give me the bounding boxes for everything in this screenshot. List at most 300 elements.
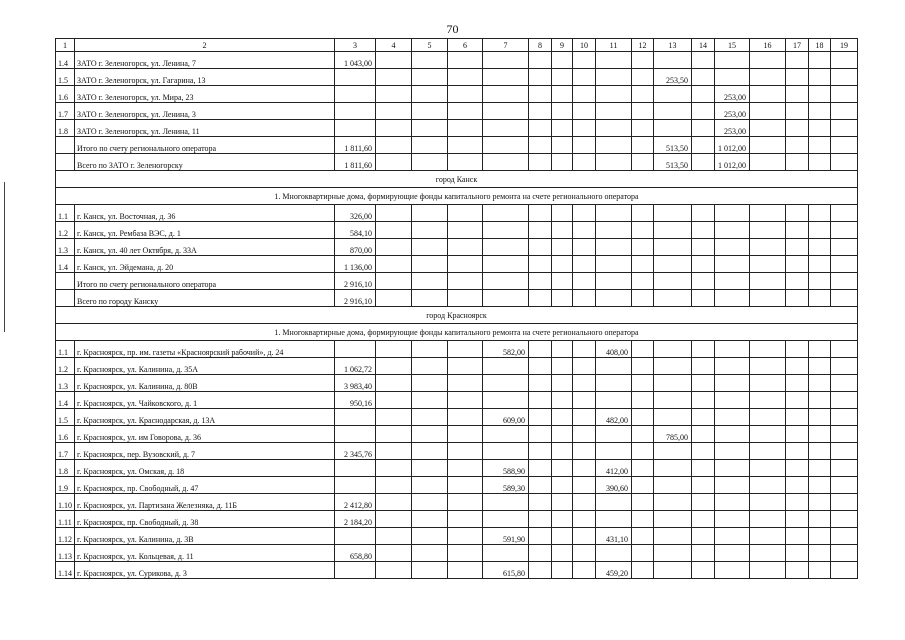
- value-cell: [831, 545, 858, 562]
- value-cell: [632, 239, 654, 256]
- value-cell: [376, 154, 412, 171]
- row-index: 1.7: [56, 103, 75, 120]
- value-cell: [596, 222, 632, 239]
- value-cell: 2 412,80: [335, 494, 376, 511]
- value-cell: [692, 69, 715, 86]
- value-cell: [654, 205, 692, 222]
- value-cell: [412, 273, 448, 290]
- value-cell: [483, 239, 529, 256]
- value-cell: [831, 375, 858, 392]
- value-cell: [692, 426, 715, 443]
- value-cell: 1 136,00: [335, 256, 376, 273]
- value-cell: [750, 273, 786, 290]
- value-cell: [596, 358, 632, 375]
- value-cell: 785,00: [654, 426, 692, 443]
- value-cell: [552, 137, 573, 154]
- value-cell: [552, 273, 573, 290]
- column-number: 2: [75, 39, 335, 52]
- value-cell: [529, 528, 552, 545]
- value-cell: [809, 222, 831, 239]
- value-cell: [552, 103, 573, 120]
- value-cell: [552, 375, 573, 392]
- value-cell: [632, 290, 654, 307]
- address-cell: г. Красноярск, ул. им Говорова, д. 36: [75, 426, 335, 443]
- value-cell: [483, 290, 529, 307]
- value-cell: [412, 222, 448, 239]
- value-cell: [750, 511, 786, 528]
- value-cell: [448, 222, 483, 239]
- value-cell: 326,00: [335, 205, 376, 222]
- value-cell: [831, 392, 858, 409]
- value-cell: [750, 341, 786, 358]
- row-index: 1.6: [56, 86, 75, 103]
- value-cell: [552, 562, 573, 579]
- value-cell: [596, 443, 632, 460]
- row-index: 1.12: [56, 528, 75, 545]
- value-cell: 412,00: [596, 460, 632, 477]
- address-cell: г. Красноярск, пер. Вузовский, д. 7: [75, 443, 335, 460]
- value-cell: [692, 86, 715, 103]
- value-cell: [750, 562, 786, 579]
- value-cell: [692, 511, 715, 528]
- value-cell: [654, 86, 692, 103]
- value-cell: [786, 86, 809, 103]
- value-cell: [412, 239, 448, 256]
- value-cell: [573, 426, 596, 443]
- column-number: 15: [715, 39, 750, 52]
- value-cell: [750, 392, 786, 409]
- value-cell: [831, 222, 858, 239]
- value-cell: [786, 511, 809, 528]
- column-number: 19: [831, 39, 858, 52]
- value-cell: [596, 511, 632, 528]
- value-cell: [831, 494, 858, 511]
- value-cell: [335, 409, 376, 426]
- value-cell: [483, 137, 529, 154]
- value-cell: [483, 52, 529, 69]
- value-cell: [692, 256, 715, 273]
- address-cell: г. Красноярск, ул. Калинина, д. 80В: [75, 375, 335, 392]
- value-cell: [376, 443, 412, 460]
- value-cell: [335, 69, 376, 86]
- value-cell: [786, 154, 809, 171]
- value-cell: 870,00: [335, 239, 376, 256]
- table-row: [56, 52, 858, 69]
- value-cell: [448, 409, 483, 426]
- value-cell: [715, 545, 750, 562]
- section-row: [56, 324, 858, 341]
- value-cell: 459,20: [596, 562, 632, 579]
- value-cell: [573, 511, 596, 528]
- value-cell: [809, 137, 831, 154]
- value-cell: 1 012,00: [715, 154, 750, 171]
- value-cell: [831, 239, 858, 256]
- value-cell: [448, 205, 483, 222]
- value-cell: [552, 392, 573, 409]
- value-cell: 609,00: [483, 409, 529, 426]
- value-cell: [632, 494, 654, 511]
- value-cell: [573, 103, 596, 120]
- row-index: 1.4: [56, 256, 75, 273]
- value-cell: [573, 528, 596, 545]
- table-row: [56, 409, 858, 426]
- value-cell: 253,00: [715, 103, 750, 120]
- value-cell: [335, 477, 376, 494]
- value-cell: [831, 358, 858, 375]
- row-index: 1.5: [56, 409, 75, 426]
- value-cell: [632, 443, 654, 460]
- value-cell: 589,30: [483, 477, 529, 494]
- address-cell: ЗАТО г. Зеленогорск, ул. Ленина, 11: [75, 120, 335, 137]
- value-cell: [809, 528, 831, 545]
- value-cell: [573, 392, 596, 409]
- value-cell: [596, 103, 632, 120]
- value-cell: 2 184,20: [335, 511, 376, 528]
- value-cell: [750, 222, 786, 239]
- value-cell: [786, 545, 809, 562]
- section-row: [56, 171, 858, 188]
- value-cell: [632, 409, 654, 426]
- value-cell: [483, 273, 529, 290]
- capital-repair-table: [55, 38, 858, 579]
- value-cell: [715, 443, 750, 460]
- value-cell: [750, 205, 786, 222]
- value-cell: 582,00: [483, 341, 529, 358]
- value-cell: [692, 460, 715, 477]
- value-cell: [750, 545, 786, 562]
- value-cell: [786, 494, 809, 511]
- row-index: 1.6: [56, 426, 75, 443]
- value-cell: [831, 154, 858, 171]
- value-cell: [412, 358, 448, 375]
- value-cell: [809, 103, 831, 120]
- value-cell: [596, 239, 632, 256]
- value-cell: [552, 511, 573, 528]
- value-cell: [573, 52, 596, 69]
- value-cell: [715, 222, 750, 239]
- value-cell: [335, 528, 376, 545]
- column-number: 8: [529, 39, 552, 52]
- value-cell: [715, 409, 750, 426]
- value-cell: [376, 562, 412, 579]
- value-cell: [750, 477, 786, 494]
- value-cell: [809, 290, 831, 307]
- value-cell: [692, 120, 715, 137]
- value-cell: [786, 69, 809, 86]
- value-cell: [809, 69, 831, 86]
- value-cell: [809, 545, 831, 562]
- value-cell: [483, 511, 529, 528]
- value-cell: [809, 426, 831, 443]
- value-cell: 513,50: [654, 154, 692, 171]
- value-cell: [831, 528, 858, 545]
- value-cell: 591,90: [483, 528, 529, 545]
- value-cell: 253,00: [715, 120, 750, 137]
- value-cell: 1 811,60: [335, 137, 376, 154]
- row-index: [56, 137, 75, 154]
- value-cell: [786, 273, 809, 290]
- value-cell: [552, 86, 573, 103]
- value-cell: [692, 290, 715, 307]
- value-cell: [632, 86, 654, 103]
- value-cell: [632, 392, 654, 409]
- value-cell: [448, 137, 483, 154]
- row-index: 1.4: [56, 392, 75, 409]
- value-cell: 1 012,00: [715, 137, 750, 154]
- value-cell: 390,60: [596, 477, 632, 494]
- value-cell: [632, 375, 654, 392]
- value-cell: [552, 290, 573, 307]
- value-cell: [412, 52, 448, 69]
- value-cell: [573, 222, 596, 239]
- value-cell: [809, 494, 831, 511]
- value-cell: [715, 205, 750, 222]
- column-number: 12: [632, 39, 654, 52]
- value-cell: [376, 86, 412, 103]
- value-cell: [750, 494, 786, 511]
- column-number-row: [56, 39, 858, 52]
- value-cell: [715, 460, 750, 477]
- value-cell: [715, 375, 750, 392]
- value-cell: [552, 154, 573, 171]
- value-cell: [529, 290, 552, 307]
- value-cell: [692, 477, 715, 494]
- value-cell: [483, 86, 529, 103]
- value-cell: [529, 494, 552, 511]
- value-cell: [654, 562, 692, 579]
- row-index: 1.8: [56, 120, 75, 137]
- value-cell: [529, 341, 552, 358]
- value-cell: [750, 137, 786, 154]
- value-cell: [483, 154, 529, 171]
- value-cell: 950,16: [335, 392, 376, 409]
- value-cell: [529, 205, 552, 222]
- value-cell: [786, 103, 809, 120]
- value-cell: [692, 409, 715, 426]
- value-cell: [412, 154, 448, 171]
- value-cell: [596, 375, 632, 392]
- value-cell: [831, 137, 858, 154]
- value-cell: [786, 52, 809, 69]
- value-cell: [654, 290, 692, 307]
- table-row: [56, 137, 858, 154]
- value-cell: [529, 239, 552, 256]
- value-cell: [412, 341, 448, 358]
- column-number: 5: [412, 39, 448, 52]
- address-cell: г. Красноярск, ул. Сурикова, д. 3: [75, 562, 335, 579]
- value-cell: [376, 460, 412, 477]
- row-index: [56, 154, 75, 171]
- value-cell: [529, 409, 552, 426]
- value-cell: [483, 443, 529, 460]
- address-cell: Итого по счету регионального оператора: [75, 137, 335, 154]
- column-number: 3: [335, 39, 376, 52]
- value-cell: [573, 358, 596, 375]
- value-cell: [448, 460, 483, 477]
- value-cell: [809, 460, 831, 477]
- value-cell: [750, 443, 786, 460]
- value-cell: [692, 528, 715, 545]
- column-number: 16: [750, 39, 786, 52]
- value-cell: [715, 426, 750, 443]
- value-cell: [809, 477, 831, 494]
- value-cell: [529, 443, 552, 460]
- value-cell: [483, 256, 529, 273]
- value-cell: [448, 239, 483, 256]
- value-cell: [573, 273, 596, 290]
- value-cell: [412, 392, 448, 409]
- value-cell: [632, 341, 654, 358]
- value-cell: [376, 69, 412, 86]
- value-cell: [483, 120, 529, 137]
- value-cell: [831, 120, 858, 137]
- value-cell: [692, 239, 715, 256]
- value-cell: [552, 358, 573, 375]
- value-cell: [809, 341, 831, 358]
- value-cell: [376, 120, 412, 137]
- value-cell: [529, 375, 552, 392]
- value-cell: [376, 341, 412, 358]
- value-cell: [715, 69, 750, 86]
- value-cell: [376, 358, 412, 375]
- row-index: 1.2: [56, 222, 75, 239]
- column-number: 13: [654, 39, 692, 52]
- value-cell: [412, 562, 448, 579]
- value-cell: [654, 511, 692, 528]
- value-cell: [412, 290, 448, 307]
- value-cell: [831, 256, 858, 273]
- value-cell: [573, 460, 596, 477]
- row-index: 1.5: [56, 69, 75, 86]
- value-cell: 584,10: [335, 222, 376, 239]
- value-cell: [831, 290, 858, 307]
- value-cell: [692, 545, 715, 562]
- value-cell: [750, 52, 786, 69]
- value-cell: [412, 256, 448, 273]
- value-cell: [448, 103, 483, 120]
- value-cell: [654, 443, 692, 460]
- section-heading: 1. Многоквартирные дома, формирующие фонды капитального ремонта на счете регионального оператора: [56, 324, 858, 341]
- value-cell: [552, 120, 573, 137]
- column-number: 7: [483, 39, 529, 52]
- value-cell: [448, 392, 483, 409]
- value-cell: [448, 290, 483, 307]
- value-cell: 2 345,76: [335, 443, 376, 460]
- value-cell: [412, 426, 448, 443]
- value-cell: [376, 409, 412, 426]
- value-cell: [632, 273, 654, 290]
- value-cell: [809, 511, 831, 528]
- row-index: 1.13: [56, 545, 75, 562]
- value-cell: [483, 392, 529, 409]
- value-cell: [483, 205, 529, 222]
- value-cell: [692, 494, 715, 511]
- address-cell: г. Красноярск, ул. Партизана Железняка, д. 11Б: [75, 494, 335, 511]
- value-cell: [632, 256, 654, 273]
- value-cell: [786, 375, 809, 392]
- table-row: [56, 290, 858, 307]
- value-cell: [809, 375, 831, 392]
- value-cell: [376, 205, 412, 222]
- value-cell: [654, 341, 692, 358]
- value-cell: [632, 511, 654, 528]
- value-cell: [412, 375, 448, 392]
- value-cell: [483, 358, 529, 375]
- value-cell: [552, 256, 573, 273]
- value-cell: [632, 154, 654, 171]
- value-cell: [809, 443, 831, 460]
- table-row: [56, 375, 858, 392]
- address-cell: г. Красноярск, ул. Кольцевая, д. 11: [75, 545, 335, 562]
- row-index: 1.2: [56, 358, 75, 375]
- value-cell: [831, 443, 858, 460]
- value-cell: [573, 137, 596, 154]
- value-cell: [529, 460, 552, 477]
- value-cell: [335, 426, 376, 443]
- table-row: [56, 154, 858, 171]
- value-cell: [376, 511, 412, 528]
- value-cell: [376, 222, 412, 239]
- value-cell: [376, 239, 412, 256]
- address-cell: г. Красноярск, ул. Чайковского, д. 1: [75, 392, 335, 409]
- value-cell: [448, 494, 483, 511]
- value-cell: [786, 137, 809, 154]
- value-cell: [412, 528, 448, 545]
- value-cell: [412, 443, 448, 460]
- value-cell: [596, 426, 632, 443]
- address-cell: г. Красноярск, ул. Краснодарская, д. 13А: [75, 409, 335, 426]
- value-cell: [750, 426, 786, 443]
- page-number: 70: [446, 22, 459, 36]
- value-cell: [654, 528, 692, 545]
- value-cell: [692, 222, 715, 239]
- value-cell: [809, 273, 831, 290]
- table-row: [56, 239, 858, 256]
- value-cell: [831, 103, 858, 120]
- value-cell: [596, 86, 632, 103]
- value-cell: [376, 273, 412, 290]
- value-cell: 2 916,10: [335, 290, 376, 307]
- table-row: [56, 511, 858, 528]
- value-cell: [573, 239, 596, 256]
- value-cell: [529, 154, 552, 171]
- value-cell: [376, 545, 412, 562]
- row-index: 1.4: [56, 52, 75, 69]
- table-row: [56, 256, 858, 273]
- value-cell: [831, 205, 858, 222]
- value-cell: [335, 86, 376, 103]
- value-cell: [750, 86, 786, 103]
- address-cell: ЗАТО г. Зеленогорск, ул. Ленина, 7: [75, 52, 335, 69]
- value-cell: [573, 545, 596, 562]
- value-cell: [692, 137, 715, 154]
- value-cell: [448, 375, 483, 392]
- value-cell: [448, 86, 483, 103]
- value-cell: [715, 52, 750, 69]
- column-number: 17: [786, 39, 809, 52]
- value-cell: [715, 528, 750, 545]
- value-cell: [573, 409, 596, 426]
- row-index: 1.3: [56, 375, 75, 392]
- row-index: 1.1: [56, 205, 75, 222]
- value-cell: [529, 222, 552, 239]
- value-cell: [529, 562, 552, 579]
- value-cell: [750, 239, 786, 256]
- value-cell: [412, 460, 448, 477]
- value-cell: [654, 256, 692, 273]
- value-cell: [692, 273, 715, 290]
- table-row: [56, 120, 858, 137]
